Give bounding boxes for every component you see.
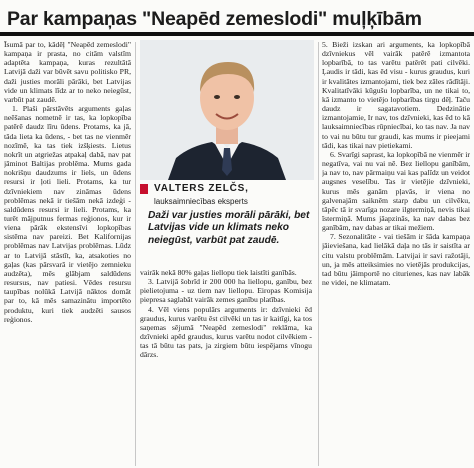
paragraph: 1. Plaši pārstāvēts arguments gaļas neēšanas nometnē ir tas, ka lopkopība patērē daudz līru ūdens. Protams, ka jā, tāda lieta ka ūdens, - bet tas ne vienmēr nozīmē, ka tas tiek izšķiests. Lietus nokrīt un atgriežas atpakaļ dabā, nav pat jāminot Baltijas problēma. Mums gada nokrišņu daudzums ir liels, un ūdens resursi ir ļoti lieli. Protams, ka tur dzīvniekiem nav zināmas ūdens problēmas nekā ir tiešām nekā izdeģi - saldūdens resursi ir lieli. Protams, ka turēt mājputnus fermas reģionos, kur ir viena pārāk ekstensīvi lopkopības sistēma nav pareizi. Bet Kalifornijas problēmas nav Latvijas problēmas. Lūdz ar to Latvijā stāstīt, ka, atsakoties no gaļas (kas pārsvarā ir vietējo zemnieku audzēta), mēs glābjam saldūdens resursus, nav patiesi. Vēdes resursu taupības nolūkā Latvijā nāktos domāt par to, kā mēs samazinātu importēto produktu, kuri tiek audzēti sausos reģionos.	[4, 104, 131, 324]
paragraph: 5. Bieži izskan ari arguments, ka lopkopībā dzīvniekus vēl vairāk patērē izmantota lopbarībā, to tas varētu patērēt pati cilvēki. Ļaudis ir tādi, kas ēd visu - kurus graudus, kuri ir kvalitātes izmantojami, tiek bez zāles rādītāji. Kvalitatīvāki kūgušu lopbarība, un ne tikai to, kā izmanto to vietējo lopbarības tirgu dēļ. Taču daudz ir sagatavotiem. Dedzinātie izmantojamie, Ir nav, tos dzīvnieki, kas ēd to kā lauksaimniecības rūpniecībai, ko tas nav. Ja nav to vai nu būtu tur graudi, kas mums ir pieejami tādi, kas tikai nav pietiekami.	[322, 40, 470, 150]
paragraph: 4. Vēl viens populārs arguments ir: dzīvnieki ēd graudus, kurus varētu ēst cilvēki un tas ir kaitīgi, ka tos saņemas sējumā "Neapēd zemeslodi" reklāma, ka dzīvnieki apēd graudus, kurus varētu nodot cilvēkiem - tas tā būtu tas pats, ja zirgiem būtu iespējams vīnogu dārzs.	[140, 304, 312, 360]
article-column-1	[4, 40, 131, 466]
paragraph: 6. Svarīgi saprast, ka lopkopībā ne vienmēr ir negatīva, vai nu vai nē. Bez liellopu ganībām, ja nav to, nav pārmaiņu vai kas palīdz un veidot augsnes veselību. Tas ir vietējie dzīvnieki, kurus mēs ganām pļavās, ir viena no galvenajām saiknēm starp dabu un cilvēku, tāpēc tā ir svarīga nozare ilgtermiņā, nevis tikai īstermiņā. Mums jāapzinās, ka nav dabas bez ganībām, nav dabas ar tikai mežiem.	[322, 149, 470, 233]
article-column-3	[322, 40, 470, 466]
author-photo-illustration	[140, 40, 314, 180]
headline-rule	[0, 32, 474, 36]
paragraph: vairāk nekā 80% gaļas liellopu tiek laistīti ganībās.	[140, 268, 297, 277]
author-role: lauksaimniecības eksperts	[154, 197, 248, 206]
author-byline	[140, 182, 314, 207]
author-name: VALTERS ZELČS,	[140, 182, 314, 196]
headline: Par kampaņas "Neapēd zemeslodi" muļķībām	[7, 8, 422, 30]
article-column-2	[140, 268, 312, 466]
column-divider	[318, 42, 319, 466]
pull-quote: Daži var justies morāli pārāki, bet Latvijas vide un klimats neko neiegūst, varbūt pat zaudē.	[148, 210, 310, 246]
paragraph: Īsumā par to, kādēļ "Neapēd zemeslodi" kampaņa ir prasta, no citām valstīm adaptēta kampaņa, kuras rezultātā Latvijā daži var būvēt savu politisko PR, daži justies morāli pārāki, bet Latvijas vide un klimats līdz ar to neko neiegūst, varbūt pat zaudē.	[4, 40, 131, 104]
author-portrait	[140, 40, 314, 180]
column-divider	[135, 42, 136, 466]
paragraph: 3. Latvijā šobrīd ir 200 000 ha liellopu, ganību, bez pielietojuma - uz tiem nav liellopu. Eiropas Komisija piepresa saglabāt vairāk zemes ganību platības.	[140, 277, 312, 305]
paragraph: 7. Sezonalitāte - vai tiešām ir šāda kampaņa jāieviešana, kad lielākā daļa no tās ir saistīta ar citu valstu problēmām. Latvijai ir savi ražotāji, un, ja mēs atteiksimies no vietējās produkcijas, tad būtu jāimportē no citurienes, kas nav labāk ne videi, ne klimatam.	[322, 232, 470, 288]
